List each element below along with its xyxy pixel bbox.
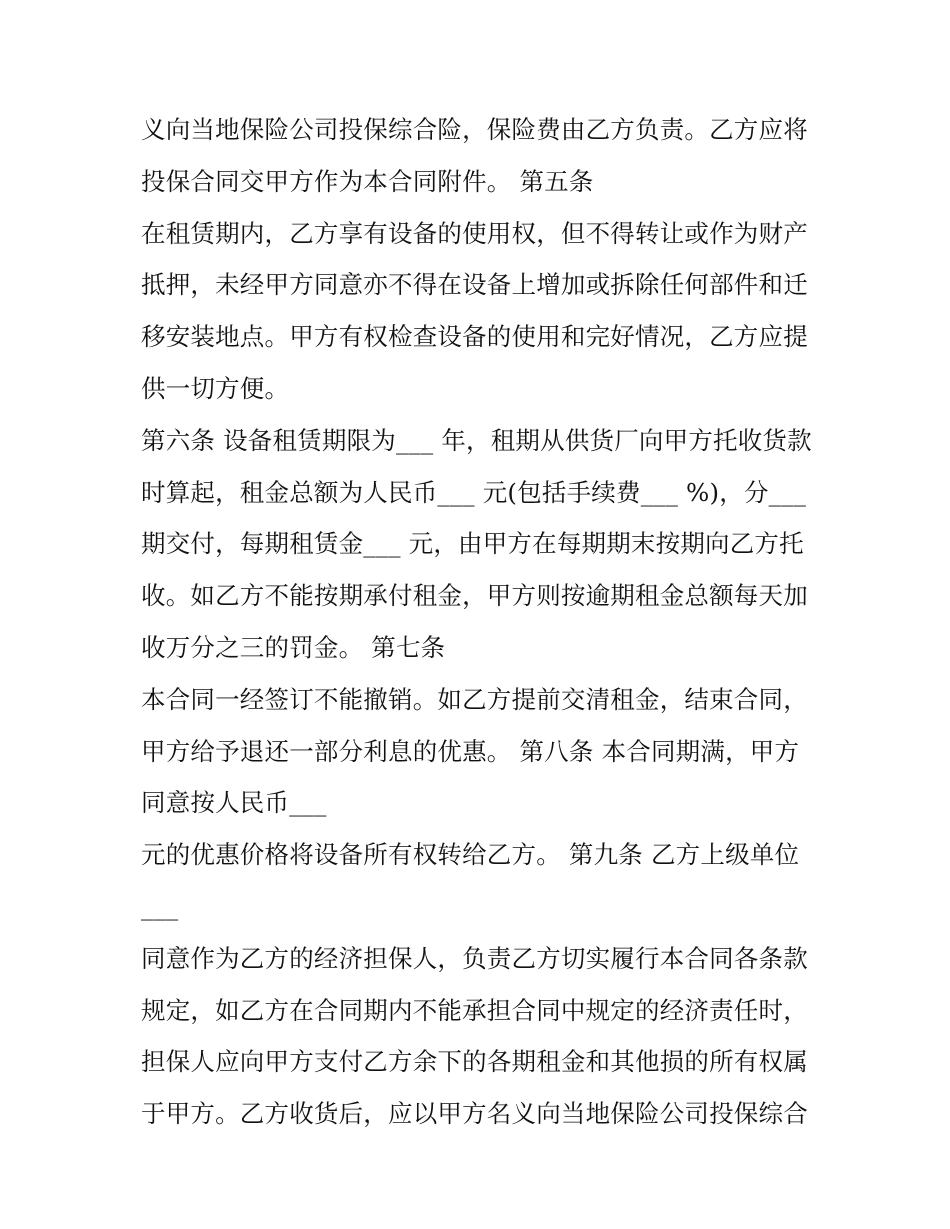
text-line: 收。如乙方不能按期承付租金，甲方则按逾期租金总额每天加	[141, 581, 808, 611]
text-line: 担保人应向甲方支付乙方余下的各期租金和其他损的所有权属	[141, 1047, 808, 1077]
text-line: 第六条 设备租赁期限为___ 年，租期从供货厂向甲方托收货款	[141, 425, 812, 455]
text-line: 在租赁期内，乙方享有设备的使用权，但不得转让或作为财产	[141, 218, 808, 248]
text-line: 抵押，未经甲方同意亦不得在设备上增加或拆除任何部件和迁	[141, 270, 808, 300]
text-line: 时算起，租金总额为人民币___ 元(包括手续费___ %)，分___	[141, 477, 807, 507]
text-line: 投保合同交甲方作为本合同附件。 第五条	[141, 166, 594, 196]
text-line: 本合同一经签订不能撤销。如乙方提前交清租金，结束合同，	[141, 684, 808, 714]
text-line: 义向当地保险公司投保综合险，保险费由乙方负责。乙方应将	[141, 115, 808, 144]
contract-body-text	[141, 104, 821, 1140]
text-line: 同意作为乙方的经济担保人，负责乙方切实履行本合同各条款	[141, 943, 808, 973]
text-line: 期交付，每期租赁金___ 元，由甲方在每期期末按期向乙方托	[141, 529, 804, 559]
text-line: ___	[141, 891, 179, 921]
text-line: 移安装地点。甲方有权检查设备的使用和完好情况，乙方应提	[141, 322, 808, 352]
text-line: 供一切方便。	[141, 373, 290, 403]
text-line: 于甲方。乙方收货后，应以甲方名义向当地保险公司投保综合	[141, 1099, 808, 1129]
text-line: 规定，如乙方在合同期内不能承担合同中规定的经济责任时，	[141, 995, 808, 1025]
text-line: 甲方给予退还一部分利息的优惠。 第八条 本合同期满，甲方	[141, 736, 800, 766]
text-line: 元的优惠价格将设备所有权转给乙方。 第九条 乙方上级单位	[141, 840, 800, 870]
text-line: 同意按人民币___	[141, 788, 327, 818]
text-line: 收万分之三的罚金。 第七条	[141, 632, 446, 662]
